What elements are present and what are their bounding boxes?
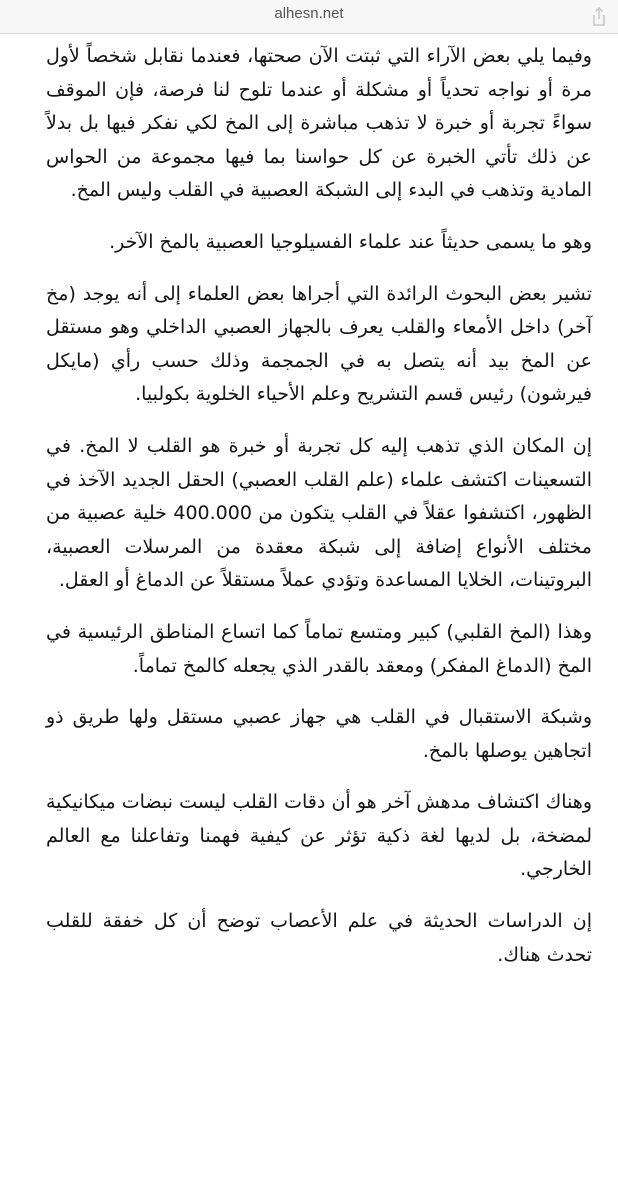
article-paragraph: وهناك اكتشاف مدهش آخر هو أن دقات القلب ليست نبضات ميكانيكية لمضخة، بل لديها لغة ذكية تؤثر عن كيفية فهمنا وتفاعلنا مع العالم الخارجي. xyxy=(46,791,592,881)
article-paragraph: وفيما يلي بعض الآراء التي ثبتت الآن صحتها، فعندما نقابل شخصاً لأول مرة أو نواجه تحدياً أو مشكلة أو عندما تلوح لنا فرصة، فإن الموقف سواءً تجربة أو خبرة لا تذهب مباشرة إلى المخ لكي نفكر فيها بل بدلاً عن ذلك تأتي الخبرة عن كل حواسنا بما فيها مجموعة من الحواس المادية وتذهب في البدء إلى الشبكة العصبية في القلب وليس المخ. xyxy=(46,45,592,202)
url-text[interactable]: alhesn.net xyxy=(274,5,344,22)
browser-address-bar[interactable] xyxy=(0,0,618,34)
article-body xyxy=(46,34,592,990)
article-paragraph: تشير بعض البحوث الرائدة التي أجراها بعض العلماء إلى أنه يوجد (مخ آخر) داخل الأمعاء والقلب يعرف بالجهاز العصبي الداخلي وهو مستقل عن المخ بيد أنه يتصل به في الجمجمة وذلك حسب رأي (مايكل فيرشون) رئيس قسم التشريح وعلم الأحياء الخلوية بكولبيا. xyxy=(46,282,592,406)
article-paragraph: وهذا (المخ القلبي) كبير ومتسع تماماً كما اتساع المناطق الرئيسية في المخ (الدماغ المفكر) ومعقد بالقدر الذي يجعله كالمخ تماماً. xyxy=(46,620,592,677)
article-paragraph: إن الدراسات الحديثة في علم الأعصاب توضح أن كل خفقة للقلب تحدث هناك. xyxy=(46,910,592,966)
article-paragraph: وشبكة الاستقبال في القلب هي جهاز عصبي مستقل ولها طريق ذو اتجاهين يوصلها بالمخ. xyxy=(46,706,592,762)
article-paragraph: وهو ما يسمى حديثاً عند علماء الفسيلوجيا العصبية بالمخ الآخر. xyxy=(109,230,592,253)
share-icon[interactable] xyxy=(588,6,610,28)
article-paragraph: إن المكان الذي تذهب إليه كل تجربة أو خبرة هو القلب لا المخ. في التسعينات اكتشف علماء (علم القلب العصبي) الحقل الجديد الآخذ في الظهور، اكتشفوا عقلاً في القلب يتكون من 400.000 خلية عصبية من مختلف الأنواع إضافة إلى شبكة معقدة من المرسلات العصبية، البروتينات، الخلايا المساعدة وتؤدي عملاً مستقلاً عن الدماغ أو العقل. xyxy=(46,434,592,592)
